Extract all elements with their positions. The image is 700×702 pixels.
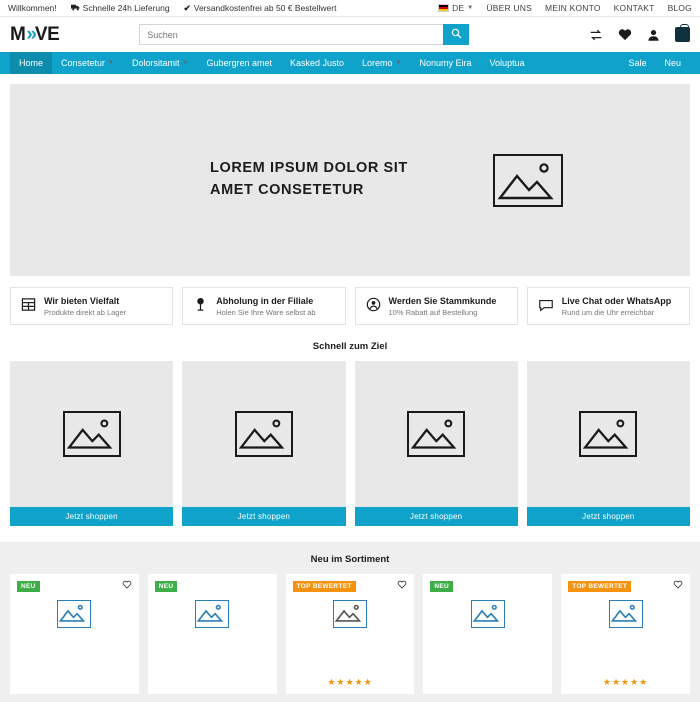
search-input[interactable] bbox=[139, 24, 443, 45]
wishlist-heart-icon[interactable] bbox=[122, 580, 132, 590]
topbar-left-group bbox=[8, 3, 336, 14]
usp-title: Werden Sie Stammkunde bbox=[388, 295, 497, 306]
usp-subtitle: Holen Sie Ihre Ware selbst ab bbox=[216, 307, 316, 317]
usp-item-pickup bbox=[182, 287, 345, 325]
usp-title: Wir bieten Vielfalt bbox=[44, 295, 120, 306]
cart-body bbox=[675, 27, 690, 42]
shipping-text: Versandkostenfrei ab 50 € Bestellwert bbox=[193, 3, 337, 13]
link-my-account[interactable] bbox=[545, 3, 601, 13]
truck-icon bbox=[71, 3, 80, 13]
nav-item-kasked-justo-label: Kasked Justo bbox=[290, 58, 345, 68]
warehouse-icon bbox=[21, 297, 36, 315]
nav-item-gubergren-amet-label: Gubergren amet bbox=[206, 58, 273, 68]
usp-title: Abholung in der Filiale bbox=[216, 295, 314, 306]
pin-store-icon bbox=[193, 297, 208, 315]
header-icon-group bbox=[588, 27, 690, 42]
category-tile[interactable] bbox=[527, 361, 690, 526]
category-cta-label: Jetzt shoppen bbox=[237, 512, 291, 521]
nav-item-voluptua-label: Voluptua bbox=[489, 58, 525, 68]
account-user-icon[interactable] bbox=[646, 27, 661, 42]
wishlist-heart-icon[interactable] bbox=[397, 580, 407, 590]
usp-title: Live Chat oder WhatsApp bbox=[561, 295, 672, 306]
category-tile[interactable] bbox=[355, 361, 518, 526]
wishlist-heart-icon[interactable] bbox=[673, 580, 683, 590]
usp-item-chat bbox=[527, 287, 690, 325]
hero-banner[interactable] bbox=[10, 84, 690, 276]
usp-item-loyalty-text bbox=[389, 296, 497, 317]
check-icon: ✔ bbox=[183, 2, 191, 13]
nav-item-dolorsitamit-label: Dolorsitamit bbox=[132, 58, 180, 68]
cart-icon[interactable] bbox=[675, 27, 690, 42]
nav-item-gubergren-amet[interactable] bbox=[197, 52, 281, 74]
usp-subtitle: Rund um die Uhr erreichbar bbox=[561, 307, 655, 317]
nav-item-nonumy-eira[interactable] bbox=[411, 52, 481, 74]
link-blog-label: BLOG bbox=[667, 3, 692, 13]
category-cta-label: Jetzt shoppen bbox=[582, 512, 635, 521]
nav-item-loremo-label: Loremo bbox=[362, 58, 393, 68]
category-cta-label: Jetzt shoppen bbox=[65, 512, 118, 521]
nav-item-neu[interactable] bbox=[655, 52, 690, 74]
status-badge: TOP BEWERTET bbox=[293, 581, 356, 592]
logo-text-second: VE bbox=[34, 23, 60, 45]
category-tile[interactable] bbox=[182, 361, 345, 526]
chevron-down-icon: ▼ bbox=[182, 60, 189, 66]
hero-headline-line2: AMET CONSETETUR bbox=[210, 182, 364, 198]
product-image-placeholder-icon bbox=[609, 600, 643, 628]
category-tiles bbox=[10, 361, 690, 526]
usp-subtitle: 10% Rabatt auf Bestellung bbox=[388, 307, 478, 317]
image-placeholder-icon bbox=[579, 411, 637, 457]
link-contact-label: KONTAKT bbox=[613, 3, 655, 13]
language-selector[interactable] bbox=[438, 3, 473, 13]
usp-item-pickup-text bbox=[216, 296, 315, 317]
logo-text-first: M bbox=[10, 23, 26, 45]
categories-section-title: Schnell zum Ziel bbox=[312, 341, 388, 352]
logo-chevron-icon: » bbox=[26, 23, 34, 45]
link-blog[interactable] bbox=[668, 3, 692, 13]
usp-strip bbox=[10, 287, 690, 325]
search-bar bbox=[139, 24, 469, 45]
nav-item-voluptua[interactable] bbox=[481, 52, 534, 74]
nav-item-home-label: Home bbox=[19, 58, 44, 68]
usp-item-variety-text bbox=[44, 296, 126, 317]
product-card[interactable] bbox=[286, 574, 415, 694]
usp-subtitle: Produkte direkt ab Lager bbox=[44, 307, 127, 317]
search-icon bbox=[451, 28, 462, 42]
status-badge: NEU bbox=[17, 581, 40, 592]
rating-stars: ★★★★★ bbox=[327, 677, 373, 687]
category-cta-button[interactable] bbox=[10, 507, 173, 526]
image-placeholder-icon bbox=[63, 411, 121, 457]
compare-icon[interactable] bbox=[588, 27, 603, 42]
product-card[interactable] bbox=[561, 574, 690, 694]
usp-item-variety bbox=[10, 287, 173, 325]
product-card[interactable] bbox=[423, 574, 552, 694]
german-flag-icon bbox=[438, 4, 449, 12]
chevron-down-icon: ▼ bbox=[395, 60, 402, 66]
usp-item-loyalty bbox=[355, 287, 518, 325]
topbar-right-group bbox=[438, 3, 692, 13]
site-header bbox=[0, 17, 700, 52]
rating-stars: ★★★★★ bbox=[602, 677, 649, 687]
nav-item-dolorsitamit[interactable] bbox=[123, 52, 197, 74]
nav-item-consetetur-label: Consetetur bbox=[61, 58, 106, 68]
link-my-account-label: MEIN KONTO bbox=[544, 3, 601, 13]
category-cta-button[interactable] bbox=[527, 507, 690, 526]
link-about-us-label: ÜBER UNS bbox=[486, 3, 532, 13]
nav-item-nonumy-eira-label: Nonumy Eira bbox=[419, 58, 472, 68]
link-contact[interactable] bbox=[614, 3, 655, 13]
hero-image-placeholder-icon bbox=[493, 154, 563, 207]
product-image-placeholder-icon bbox=[57, 600, 91, 628]
new-products-section bbox=[0, 542, 700, 702]
usp-item-chat-text bbox=[562, 296, 672, 317]
search-button[interactable] bbox=[443, 24, 469, 45]
status-badge: NEU bbox=[430, 581, 453, 592]
nav-right-group bbox=[619, 52, 690, 74]
status-badge: NEU bbox=[155, 581, 178, 592]
delivery-notice bbox=[71, 3, 170, 13]
site-logo[interactable] bbox=[10, 24, 59, 46]
language-label: DE bbox=[452, 3, 465, 13]
product-card[interactable] bbox=[148, 574, 277, 694]
welcome-message bbox=[8, 3, 57, 13]
category-cta-label: Jetzt shoppen bbox=[409, 512, 463, 521]
image-placeholder-icon bbox=[407, 411, 465, 457]
product-list bbox=[10, 574, 690, 694]
welcome-text: Willkommen! bbox=[8, 3, 57, 13]
category-cta-button[interactable] bbox=[355, 507, 518, 526]
nav-item-consetetur[interactable] bbox=[52, 52, 123, 74]
products-section-title: Neu im Sortiment bbox=[310, 554, 390, 565]
main-navigation bbox=[0, 52, 700, 74]
product-image-placeholder-icon bbox=[471, 600, 505, 628]
nav-item-kasked-justo[interactable] bbox=[281, 52, 353, 74]
nav-item-loremo[interactable] bbox=[353, 52, 410, 74]
product-card[interactable] bbox=[10, 574, 139, 694]
nav-item-home[interactable] bbox=[10, 52, 52, 74]
delivery-text: Schnelle 24h Lieferung bbox=[82, 3, 170, 13]
status-badge: TOP BEWERTET bbox=[568, 581, 631, 592]
category-tile[interactable] bbox=[10, 361, 173, 526]
product-image-placeholder-icon bbox=[195, 600, 229, 628]
wishlist-heart-icon[interactable] bbox=[617, 27, 632, 42]
product-image-placeholder-icon bbox=[333, 600, 367, 628]
utility-topbar bbox=[0, 0, 700, 17]
chevron-down-icon: ▼ bbox=[467, 5, 474, 11]
user-circle-icon bbox=[366, 297, 381, 315]
shipping-notice bbox=[184, 3, 337, 14]
chevron-down-icon: ▼ bbox=[108, 60, 114, 66]
link-about-us[interactable] bbox=[486, 3, 532, 13]
chat-bubble-icon bbox=[538, 298, 554, 315]
image-placeholder-icon bbox=[235, 411, 293, 457]
nav-item-neu-label: Neu bbox=[664, 58, 681, 68]
nav-item-sale[interactable] bbox=[619, 52, 655, 74]
category-cta-button[interactable] bbox=[182, 507, 345, 526]
nav-item-sale-label: Sale bbox=[628, 58, 647, 68]
hero-headline bbox=[210, 158, 410, 202]
hero-headline-line1: LOREM IPSUM DOLOR SIT bbox=[210, 160, 408, 177]
